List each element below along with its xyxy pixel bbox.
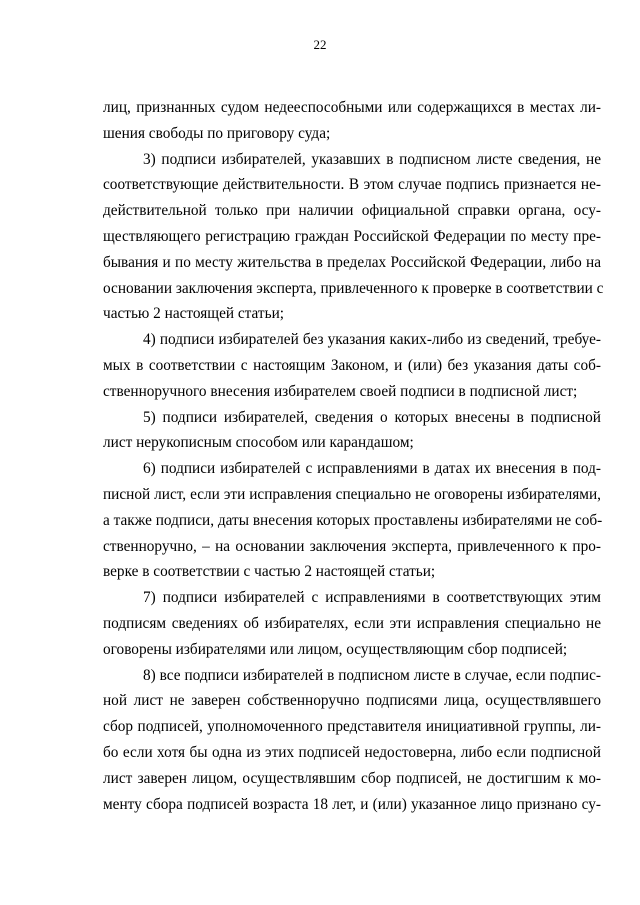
paragraph (103, 456, 601, 585)
text-line: подписям сведениях об избирателях, если эти исправления специально не (103, 614, 601, 632)
text-line: 5) подписи избирателей, сведения о которых внесены в подписной (143, 408, 601, 426)
page-number: 22 (313, 37, 327, 52)
text-line: сбор подписей, уполномоченного представителя инициативной группы, ли- (103, 718, 601, 736)
text-line: 3) подписи избирателей, указавших в подписном листе сведения, не (143, 150, 601, 168)
document-body (103, 95, 604, 817)
text-line: ществляющего регистрацию граждан Российской Федерации по месту пре- (103, 227, 601, 245)
text-line: оговорены избирателями или лицом, осуществляющим сбор подписей; (103, 640, 568, 658)
text-line: основании заключения эксперта, привлеченного к проверке в соответствии с (103, 279, 604, 297)
paragraph (103, 327, 601, 404)
text-line: а также подписи, даты внесения которых проставлены избирателями не соб- (103, 511, 603, 529)
text-line: лист заверен лицом, осуществлявшим сбор подписей, не достигшим к мо- (103, 769, 601, 787)
text-line: бывания и по месту жительства в пределах Российской Федерации, либо на (103, 253, 601, 271)
text-line: верке в соответствии с частью 2 настоящей статьи; (103, 563, 436, 581)
text-line: шения свободы по приговору суда; (103, 124, 331, 142)
paragraph (103, 147, 604, 328)
text-line: действительной только при наличии официальной справки органа, осу- (103, 202, 601, 220)
text-line: 6) подписи избирателей с исправлениями в датах их внесения в под- (143, 460, 601, 478)
text-line: ственноручно, – на основании заключения эксперта, привлеченного к про- (103, 537, 601, 555)
text-line: ственноручного внесения избирателем своей подписи в подписной лист; (103, 382, 578, 400)
text-line: 8) все подписи избирателей в подписном листе в случае, если подпис- (143, 666, 601, 684)
text-line: бо если хотя бы одна из этих подписей недостоверна, либо если подписной (103, 743, 601, 761)
text-line: 4) подписи избирателей без указания каких-либо из сведений, требуе- (143, 331, 601, 349)
paragraph (103, 95, 601, 147)
paragraph (103, 405, 601, 457)
text-line: менту сбора подписей возраста 18 лет, и (или) указанное лицо признано су- (103, 795, 601, 813)
text-line: мых в соответствии с настоящим Законом, и (или) без указания даты соб- (103, 356, 601, 374)
text-line: лиц, признанных судом недееспособными или содержащихся в местах ли- (103, 99, 601, 116)
text-line: лист нерукописным способом или карандашом; (103, 434, 414, 452)
text-line: писной лист, если эти исправления специально не оговорены избирателями, (103, 485, 601, 503)
text-line: ной лист не заверен собственноручно подписями лица, осуществлявшего (103, 692, 601, 710)
text-line: частью 2 настоящей статьи; (103, 305, 285, 323)
paragraph (103, 585, 601, 662)
text-line: соответствующие действительности. В этом случае подпись признается не- (103, 176, 601, 194)
text-line: 7) подписи избирателей с исправлениями в соответствующих этим (143, 589, 601, 607)
paragraph (103, 663, 601, 818)
